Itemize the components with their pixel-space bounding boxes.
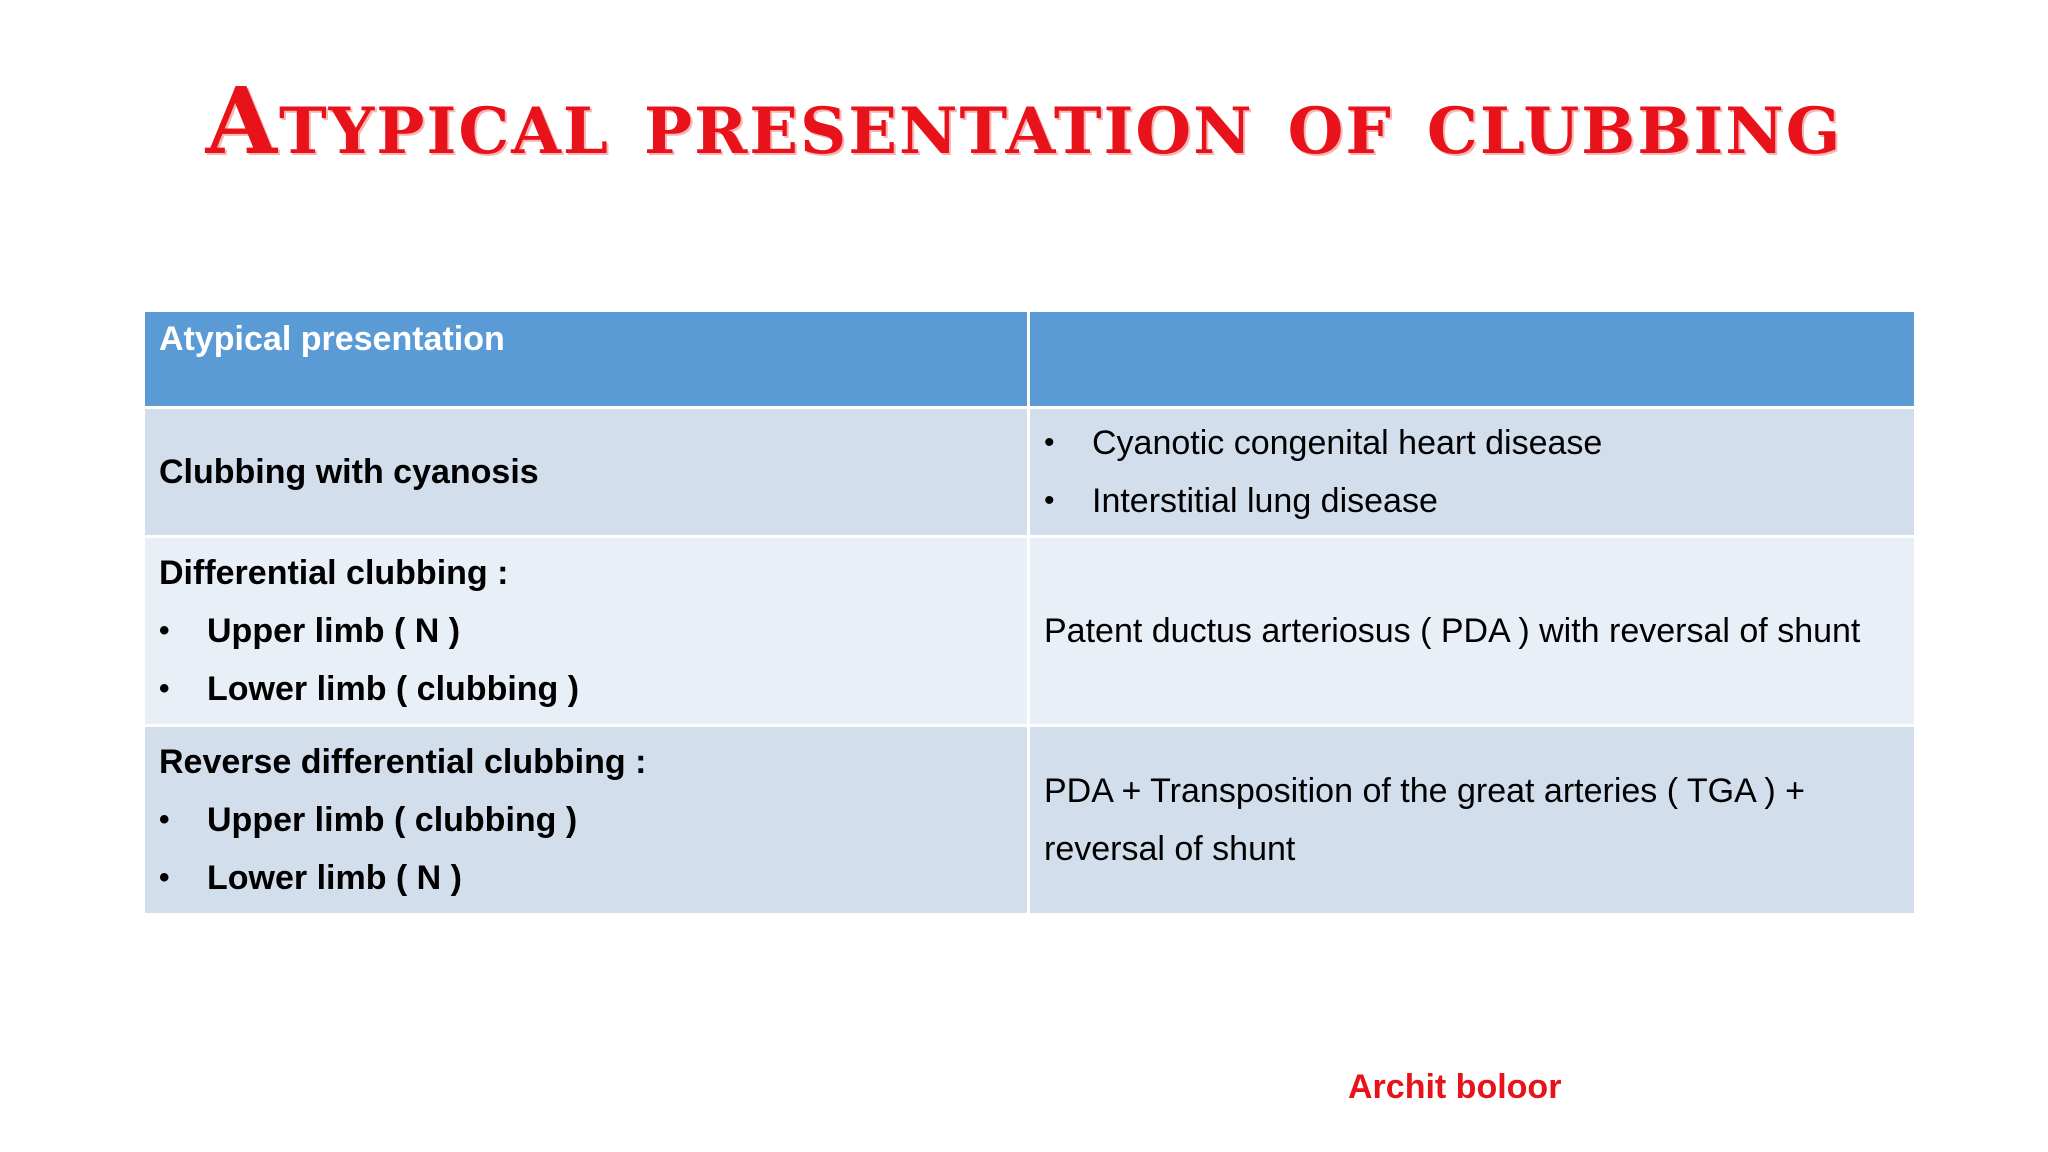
row-value-line-1: PDA + Transposition of the great arteries ( TGA ) + — [1044, 772, 1805, 810]
table-row — [144, 537, 1916, 726]
row-value-cell — [1029, 537, 1916, 726]
list-item: • Interstitial lung disease — [1044, 472, 1900, 530]
row-value-line-2: reversal of shunt — [1044, 830, 1296, 868]
list-item: • Cyanotic congenital heart disease — [1044, 414, 1900, 472]
bullet-list — [159, 791, 1013, 907]
row-label: Reverse differential clubbing : — [159, 743, 647, 781]
row-label-cell — [144, 537, 1029, 726]
row-value-cell — [1029, 408, 1916, 537]
table-row — [144, 408, 1916, 537]
table-header-row — [144, 311, 1916, 408]
list-item: • Upper limb ( clubbing ) — [159, 791, 1013, 849]
row-value-text: Patent ductus arteriosus ( PDA ) with reversal of shunt — [1044, 612, 1861, 650]
list-item: • Lower limb ( clubbing ) — [159, 660, 1013, 718]
header-cell-empty — [1029, 311, 1916, 408]
row-label-cell — [144, 408, 1029, 537]
row-value-cell — [1029, 726, 1916, 915]
row-label: Clubbing with cyanosis — [159, 452, 539, 491]
list-item: • Lower limb ( N ) — [159, 849, 1013, 907]
row-label: Differential clubbing : — [159, 554, 509, 592]
bullet-list — [159, 602, 1013, 718]
slide-title: Atypical presentation of clubbing — [205, 67, 1843, 175]
clubbing-table — [142, 309, 1917, 916]
bullet-list — [1044, 414, 1900, 530]
list-item: • Upper limb ( N ) — [159, 602, 1013, 660]
author-name: Archit boloor — [1348, 1068, 1562, 1106]
header-cell-atypical-presentation: Atypical presentation — [144, 311, 1029, 408]
row-label-cell — [144, 726, 1029, 915]
table-row — [144, 726, 1916, 915]
